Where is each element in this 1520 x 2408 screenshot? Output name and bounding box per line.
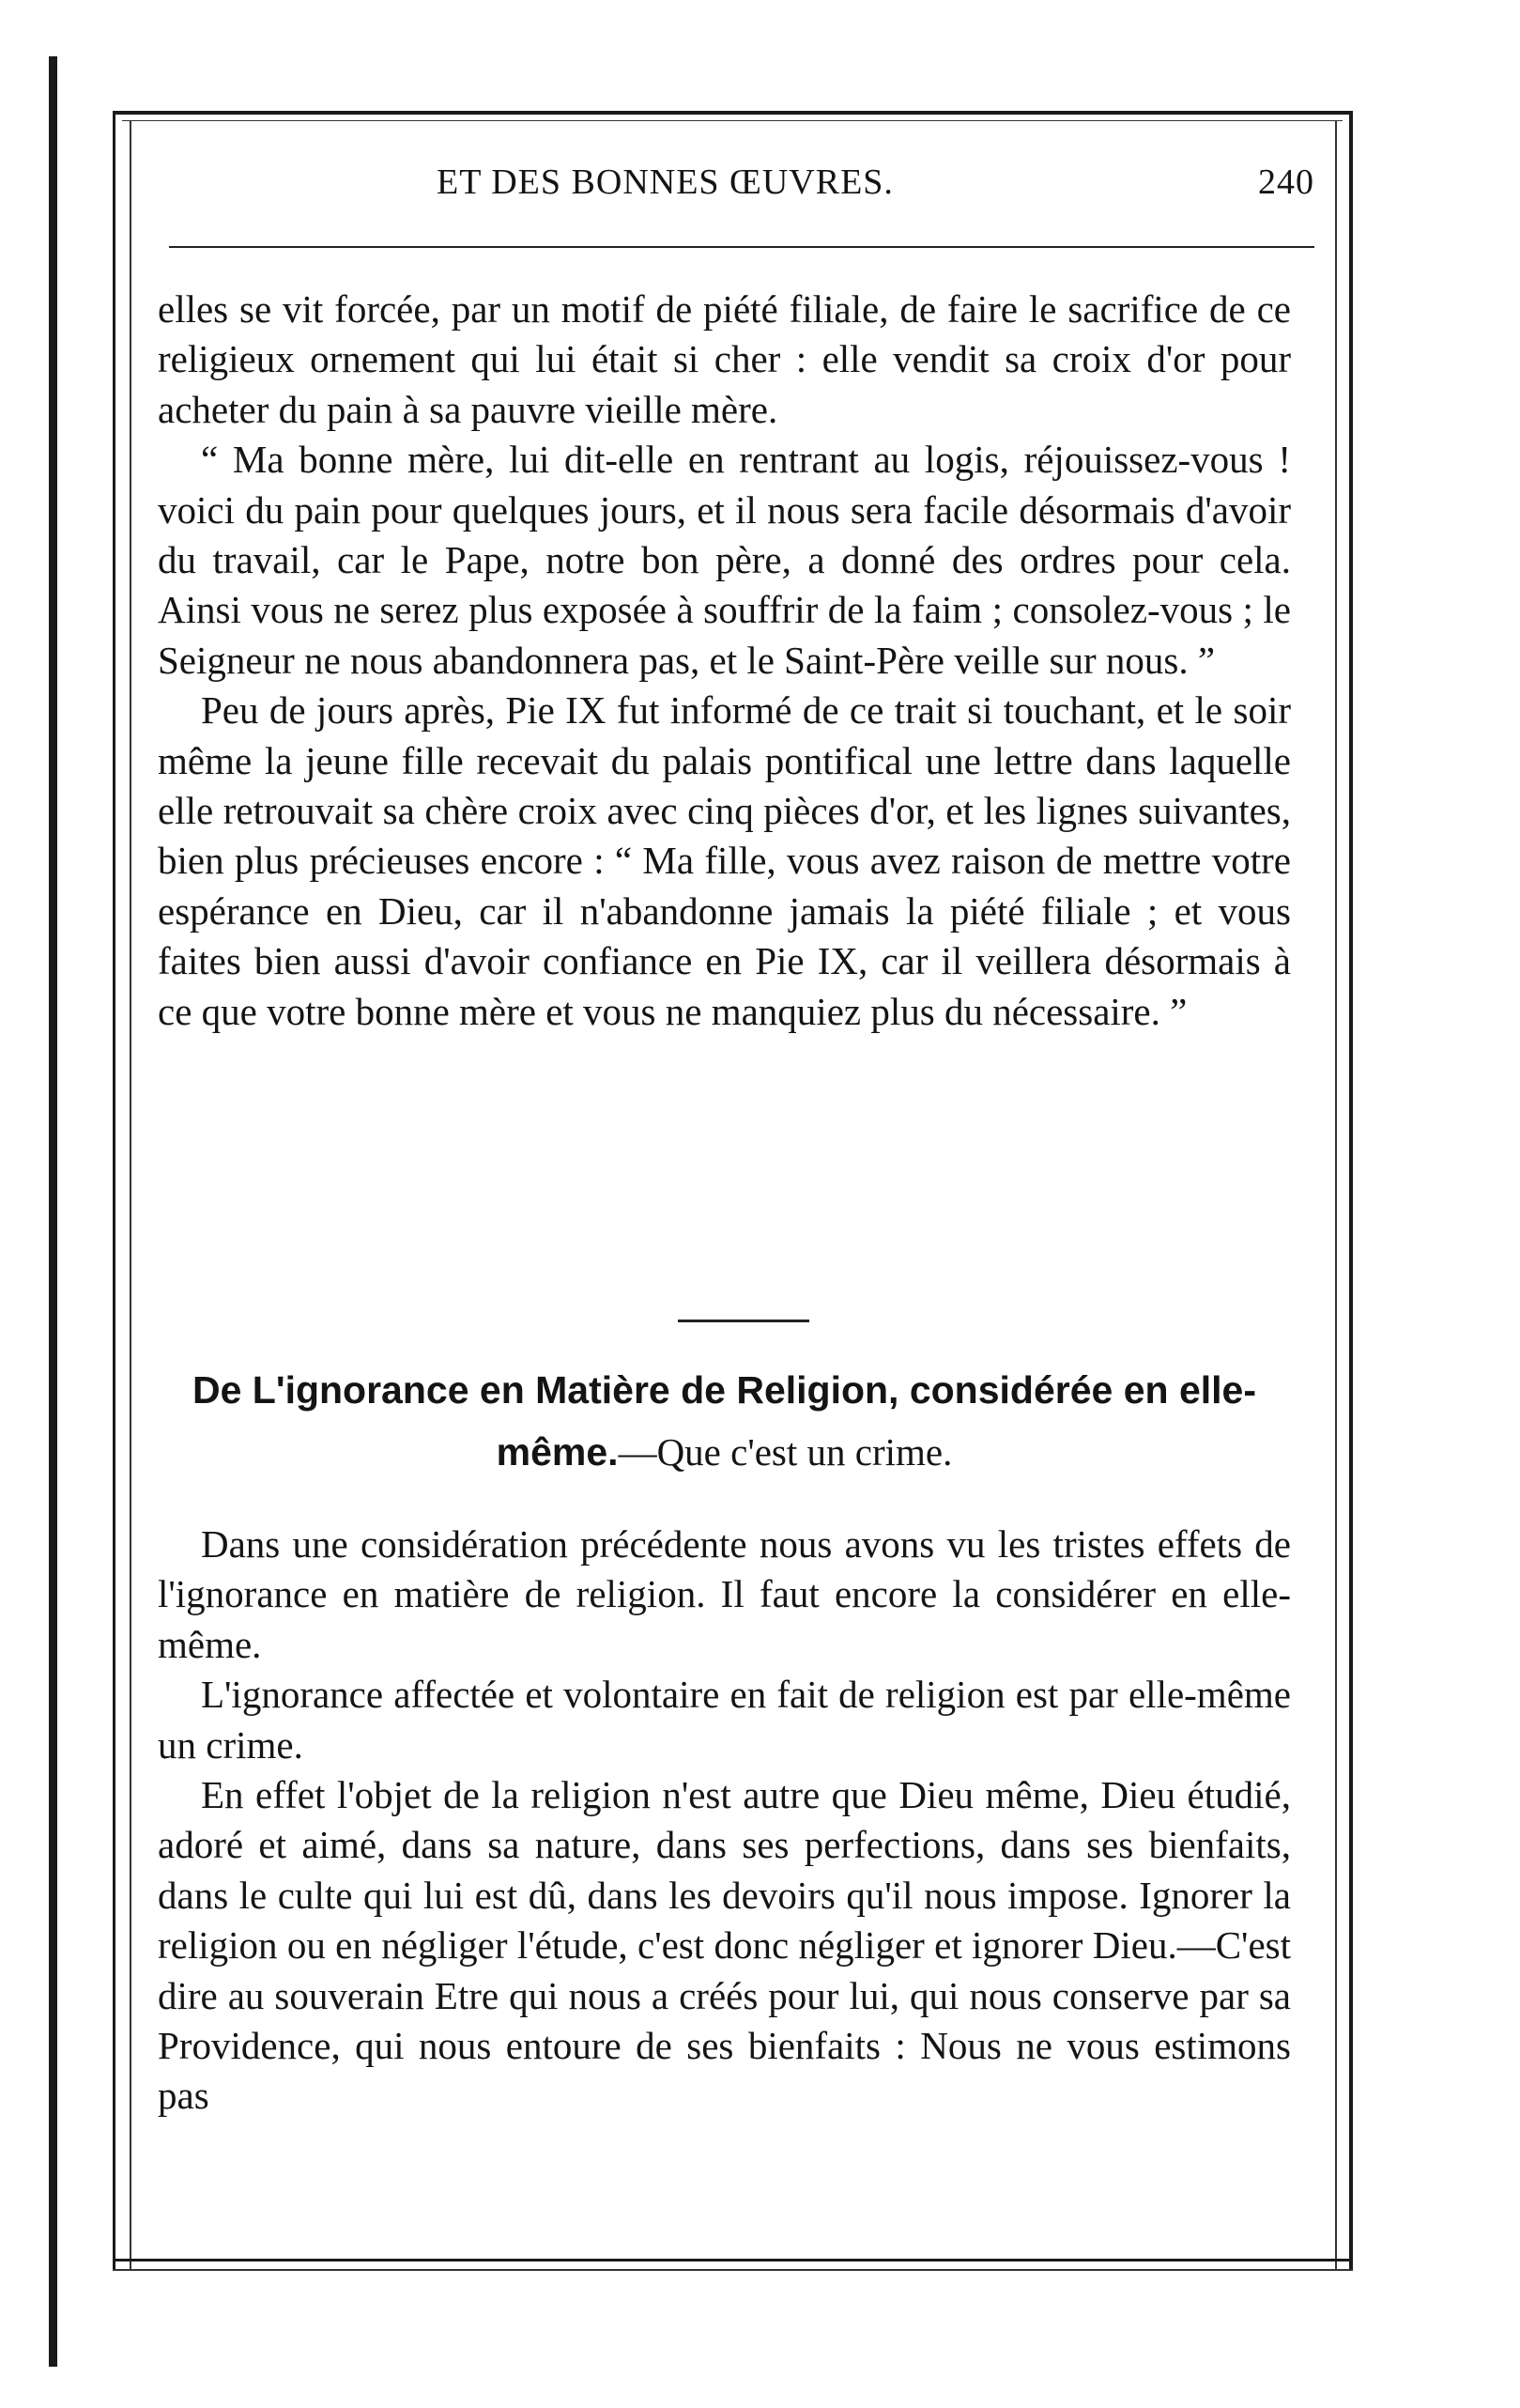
frame-right-inner-rule xyxy=(1335,120,1337,2271)
body-text-block-2 xyxy=(158,1520,1291,2122)
frame-left-rule xyxy=(113,111,115,2271)
frame-bottom-rule xyxy=(113,2259,1353,2261)
section-heading-title: De L'ignorance en Matière de Religion, considérée en elle-même. xyxy=(192,1368,1256,1474)
frame-top-rule xyxy=(113,111,1352,115)
section-divider-rule xyxy=(678,1320,809,1322)
paragraph: Peu de jours après, Pie IX fut informé de ce trait si touchant, et le soir même la jeune fille recevait du palais pontifical une lettre dans laquelle elle retrouvait sa chère croix avec cinq pièces d'or, et les lignes suivantes, bien plus précieuses encore : “ Ma fille, vous avez raison de mettre votre espérance en Dieu, car il n'abandonne jamais la piété filiale ; et vous faites bien aussi d'avoir confiance en Pie IX, car il veillera désormais à ce que votre bonne mère et vous ne manquiez plus du nécessaire. ” xyxy=(158,688,1291,1033)
frame-left-inner-rule xyxy=(130,120,131,2271)
book-spine-shadow xyxy=(49,56,57,2367)
section-heading xyxy=(158,1364,1291,1488)
body-text-block-1 xyxy=(158,285,1291,1037)
running-head-title: ET DES BONNES ŒUVRES. xyxy=(437,162,894,202)
paragraph: Dans une considération précédente nous avons vu les tristes effets de l'ignorance en matière de religion. Il faut encore la considérer en elle-même. xyxy=(158,1522,1291,1666)
running-head xyxy=(169,162,1314,218)
paragraph: “ Ma bonne mère, lui dit-elle en rentrant au logis, réjouissez-vous ! voici du pain pour quelques jours, et il nous sera facile désormais d'avoir du travail, car le Pape, notre bon père, a donné des ordres pour cela. Ainsi vous ne serez plus exposée à souffrir de la faim ; consolez-vous ; le Seigneur ne nous abandonnera pas, et le Saint-Père veille sur nous. ” xyxy=(158,438,1291,682)
frame-top-inner-rule xyxy=(122,120,1343,121)
header-rule xyxy=(169,246,1314,248)
page-number: 240 xyxy=(1258,162,1314,202)
frame-right-rule xyxy=(1349,111,1353,2271)
paragraph: L'ignorance affectée et volontaire en fait de religion est par elle-même un crime. xyxy=(158,1673,1291,1767)
frame-bottom-inner-rule xyxy=(113,2269,1353,2271)
paragraph: En effet l'objet de la religion n'est autre que Dieu même, Dieu étudié, adoré et aimé, dans sa nature, dans ses perfections, dans ses bienfaits, dans le culte qui lui est dû, dans les devoirs qu'il nous impose. Ignorer la religion ou en négliger l'étude, c'est donc négliger et ignorer Dieu.—C'est dire au souverain Etre qui nous a créés pour lui, qui nous conserve par sa Providence, qui nous entoure de ses bienfaits : Nous ne vous estimons pas xyxy=(158,1773,1291,2118)
section-heading-subtitle: —Que c'est un crime. xyxy=(618,1430,953,1474)
paragraph: elles se vit forcée, par un motif de piété filiale, de faire le sacrifice de ce religieux ornement qui lui était si cher : elle vendit sa croix d'or pour acheter du pain à sa pauvre vieille mère. xyxy=(158,287,1291,431)
